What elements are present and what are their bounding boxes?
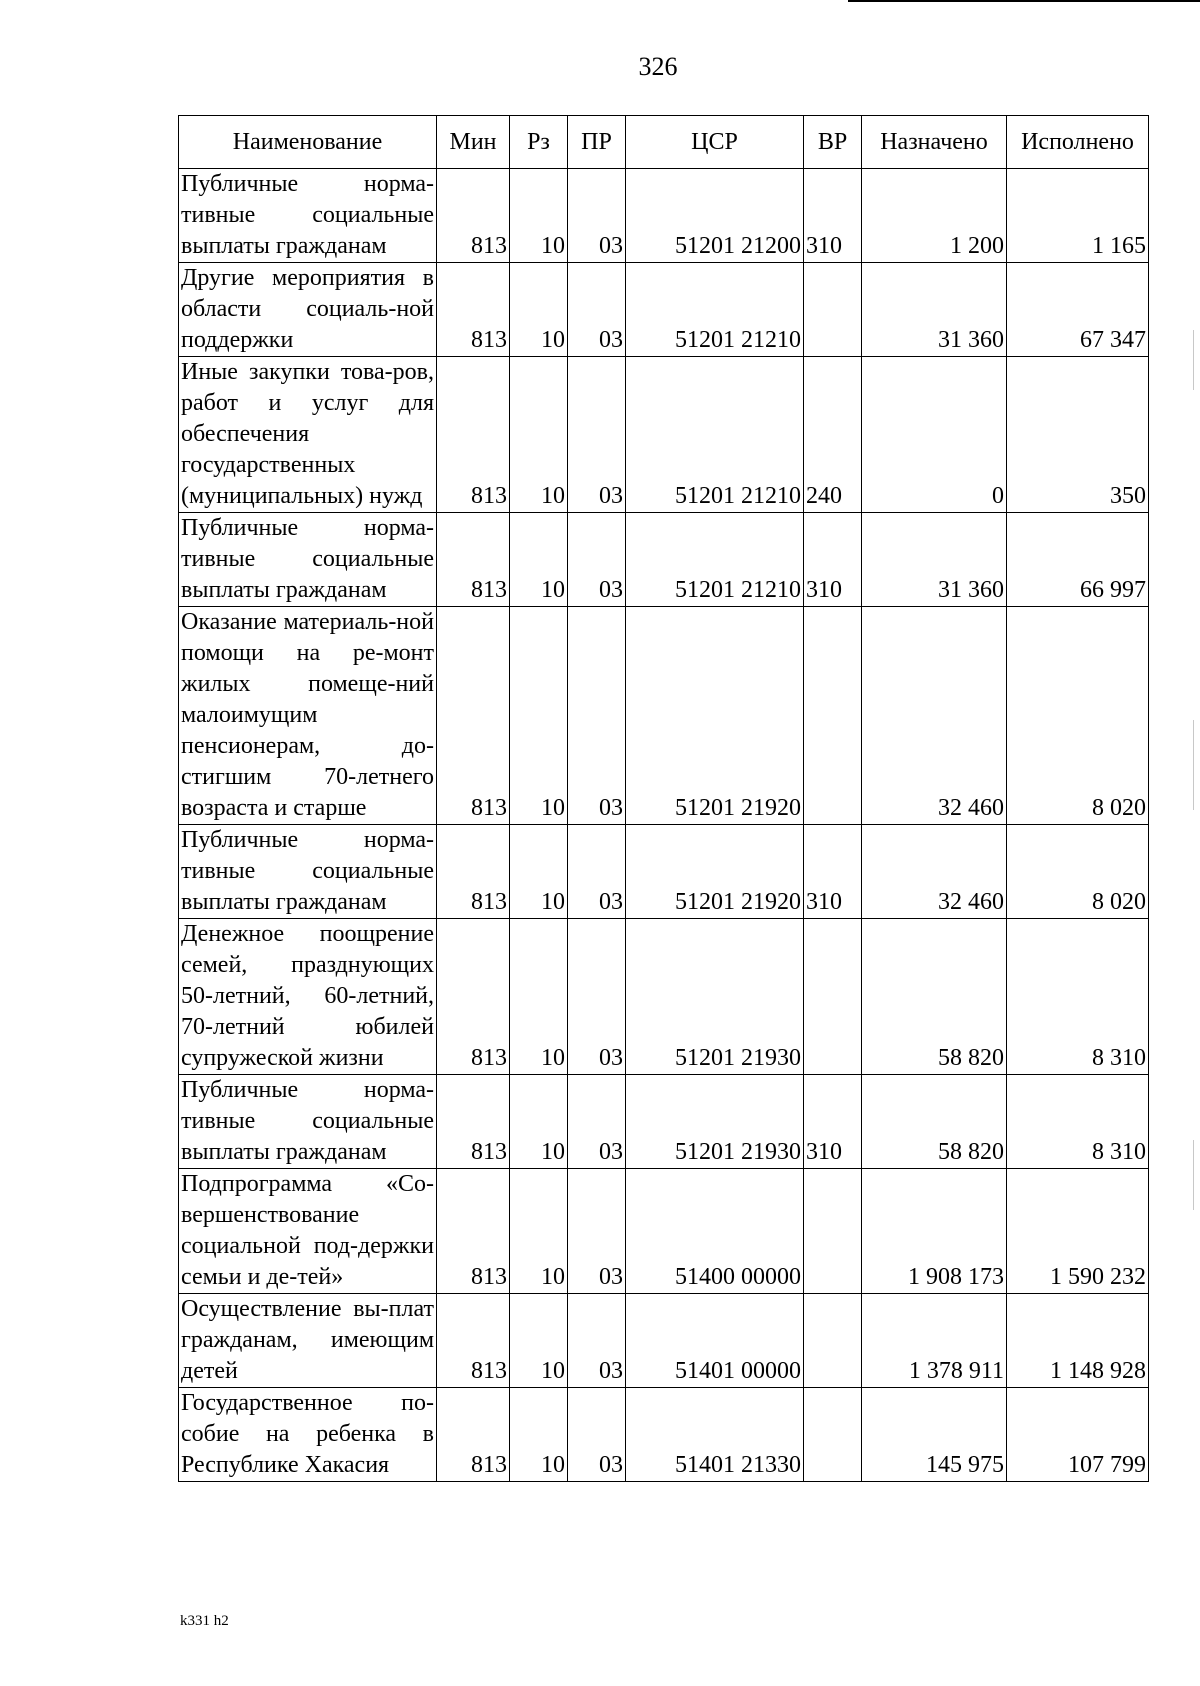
header-rz: Рз bbox=[510, 116, 568, 169]
cell-assigned: 32 460 bbox=[862, 825, 1007, 919]
cell-pr: 03 bbox=[568, 1388, 626, 1482]
cell-csr: 51201 21920 bbox=[626, 607, 804, 825]
cell-vr: 310 bbox=[804, 513, 862, 607]
scan-speck bbox=[1193, 1140, 1194, 1210]
cell-rz: 10 bbox=[510, 607, 568, 825]
table-row bbox=[179, 263, 1149, 357]
cell-name: Денежное поощрение семей, празднующих 50-летний, 60-летний, 70-летний юбилей супружеской жизни bbox=[179, 919, 437, 1075]
cell-min: 813 bbox=[437, 357, 510, 513]
cell-min: 813 bbox=[437, 1294, 510, 1388]
cell-assigned: 58 820 bbox=[862, 919, 1007, 1075]
cell-rz: 10 bbox=[510, 1388, 568, 1482]
cell-pr: 03 bbox=[568, 1169, 626, 1294]
cell-min: 813 bbox=[437, 1169, 510, 1294]
cell-vr bbox=[804, 919, 862, 1075]
table-row bbox=[179, 513, 1149, 607]
cell-assigned: 145 975 bbox=[862, 1388, 1007, 1482]
cell-rz: 10 bbox=[510, 1294, 568, 1388]
cell-min: 813 bbox=[437, 169, 510, 263]
cell-min: 813 bbox=[437, 607, 510, 825]
cell-assigned: 31 360 bbox=[862, 513, 1007, 607]
cell-name: Публичные норма-тивные социальные выплаты гражданам bbox=[179, 1075, 437, 1169]
table-row bbox=[179, 1388, 1149, 1482]
cell-csr: 51400 00000 bbox=[626, 1169, 804, 1294]
cell-assigned: 0 bbox=[862, 357, 1007, 513]
cell-pr: 03 bbox=[568, 263, 626, 357]
cell-rz: 10 bbox=[510, 357, 568, 513]
cell-vr bbox=[804, 1388, 862, 1482]
cell-vr bbox=[804, 1169, 862, 1294]
cell-min: 813 bbox=[437, 1075, 510, 1169]
table-body bbox=[179, 169, 1149, 1482]
cell-rz: 10 bbox=[510, 1169, 568, 1294]
cell-executed: 67 347 bbox=[1007, 263, 1149, 357]
scan-speck bbox=[1193, 330, 1194, 390]
cell-min: 813 bbox=[437, 263, 510, 357]
cell-assigned: 32 460 bbox=[862, 607, 1007, 825]
footer-code: k331 h2 bbox=[180, 1613, 229, 1629]
cell-csr: 51201 21210 bbox=[626, 357, 804, 513]
cell-pr: 03 bbox=[568, 357, 626, 513]
cell-min: 813 bbox=[437, 1388, 510, 1482]
cell-executed: 1 165 bbox=[1007, 169, 1149, 263]
scan-speck bbox=[1193, 720, 1194, 810]
cell-csr: 51201 21930 bbox=[626, 1075, 804, 1169]
header-executed: Исполнено bbox=[1007, 116, 1149, 169]
cell-pr: 03 bbox=[568, 607, 626, 825]
cell-assigned: 31 360 bbox=[862, 263, 1007, 357]
cell-min: 813 bbox=[437, 825, 510, 919]
table-header bbox=[179, 116, 1149, 169]
cell-rz: 10 bbox=[510, 919, 568, 1075]
cell-vr bbox=[804, 263, 862, 357]
cell-pr: 03 bbox=[568, 1294, 626, 1388]
cell-csr: 51201 21200 bbox=[626, 169, 804, 263]
page-number: 326 bbox=[638, 52, 678, 81]
header-csr: ЦСР bbox=[626, 116, 804, 169]
table-row bbox=[179, 607, 1149, 825]
cell-assigned: 58 820 bbox=[862, 1075, 1007, 1169]
cell-vr: 310 bbox=[804, 1075, 862, 1169]
cell-pr: 03 bbox=[568, 919, 626, 1075]
header-row bbox=[179, 116, 1149, 169]
cell-csr: 51201 21920 bbox=[626, 825, 804, 919]
table-row bbox=[179, 919, 1149, 1075]
cell-name: Другие мероприятия в области социаль-ной поддержки bbox=[179, 263, 437, 357]
cell-csr: 51201 21930 bbox=[626, 919, 804, 1075]
cell-rz: 10 bbox=[510, 825, 568, 919]
cell-name: Государственное по-собие на ребенка в Республике Хакасия bbox=[179, 1388, 437, 1482]
cell-min: 813 bbox=[437, 919, 510, 1075]
cell-name: Подпрограмма «Со-вершенствование социальной под-держки семьи и де-тей» bbox=[179, 1169, 437, 1294]
cell-name: Иные закупки това-ров, работ и услуг для обеспечения государственных (муниципальных) нужд bbox=[179, 357, 437, 513]
header-vr: ВР bbox=[804, 116, 862, 169]
table-row bbox=[179, 1075, 1149, 1169]
cell-rz: 10 bbox=[510, 1075, 568, 1169]
cell-rz: 10 bbox=[510, 263, 568, 357]
table-row bbox=[179, 169, 1149, 263]
table-row bbox=[179, 357, 1149, 513]
cell-pr: 03 bbox=[568, 169, 626, 263]
header-assigned: Назначено bbox=[862, 116, 1007, 169]
cell-csr: 51201 21210 bbox=[626, 263, 804, 357]
cell-csr: 51401 21330 bbox=[626, 1388, 804, 1482]
header-pr: ПР bbox=[568, 116, 626, 169]
cell-name: Осуществление вы-плат гражданам, имеющим детей bbox=[179, 1294, 437, 1388]
cell-name: Публичные норма-тивные социальные выплаты гражданам bbox=[179, 825, 437, 919]
top-edge-rule bbox=[848, 0, 1200, 2]
cell-executed: 1 590 232 bbox=[1007, 1169, 1149, 1294]
cell-vr bbox=[804, 607, 862, 825]
cell-vr bbox=[804, 1294, 862, 1388]
cell-executed: 66 997 bbox=[1007, 513, 1149, 607]
cell-assigned: 1 378 911 bbox=[862, 1294, 1007, 1388]
cell-executed: 8 020 bbox=[1007, 607, 1149, 825]
table-row bbox=[179, 1169, 1149, 1294]
cell-assigned: 1 908 173 bbox=[862, 1169, 1007, 1294]
budget-table bbox=[178, 115, 1149, 1482]
cell-pr: 03 bbox=[568, 513, 626, 607]
cell-csr: 51201 21210 bbox=[626, 513, 804, 607]
cell-executed: 8 020 bbox=[1007, 825, 1149, 919]
cell-executed: 8 310 bbox=[1007, 1075, 1149, 1169]
header-min: Мин bbox=[437, 116, 510, 169]
cell-executed: 1 148 928 bbox=[1007, 1294, 1149, 1388]
cell-csr: 51401 00000 bbox=[626, 1294, 804, 1388]
cell-name: Оказание материаль-ной помощи на ре-монт жилых помеще-ний малоимущим пенсионерам, до-стигшим 70-летнего возраста и старше bbox=[179, 607, 437, 825]
cell-executed: 107 799 bbox=[1007, 1388, 1149, 1482]
cell-executed: 8 310 bbox=[1007, 919, 1149, 1075]
cell-assigned: 1 200 bbox=[862, 169, 1007, 263]
header-name: Наименование bbox=[179, 116, 437, 169]
cell-rz: 10 bbox=[510, 513, 568, 607]
cell-vr: 240 bbox=[804, 357, 862, 513]
cell-executed: 350 bbox=[1007, 357, 1149, 513]
cell-vr: 310 bbox=[804, 825, 862, 919]
cell-vr: 310 bbox=[804, 169, 862, 263]
table-row bbox=[179, 1294, 1149, 1388]
cell-min: 813 bbox=[437, 513, 510, 607]
cell-rz: 10 bbox=[510, 169, 568, 263]
table-row bbox=[179, 825, 1149, 919]
cell-name: Публичные норма-тивные социальные выплаты гражданам bbox=[179, 513, 437, 607]
cell-pr: 03 bbox=[568, 825, 626, 919]
cell-pr: 03 bbox=[568, 1075, 626, 1169]
cell-name: Публичные норма-тивные социальные выплаты гражданам bbox=[179, 169, 437, 263]
